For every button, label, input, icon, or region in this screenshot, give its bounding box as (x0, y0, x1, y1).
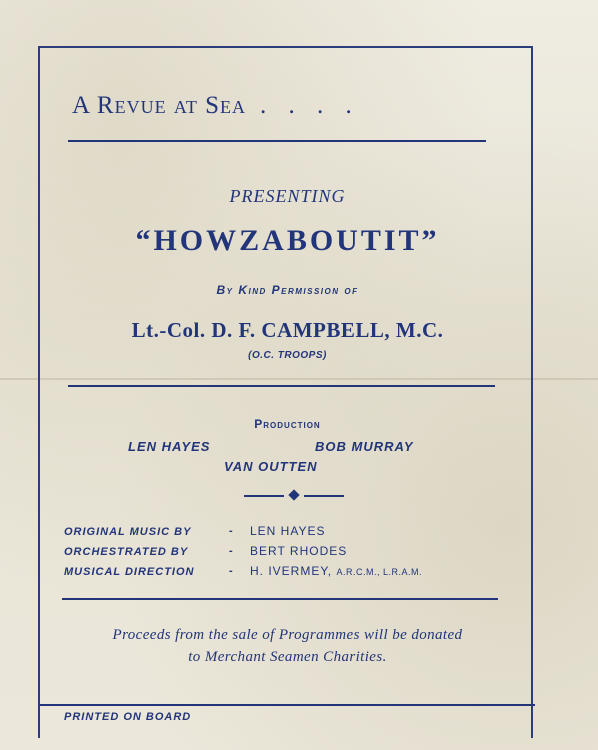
credit-role: ORIGINAL MUSIC BY (64, 526, 192, 538)
footer-rule (40, 704, 535, 706)
proceeds-note (40, 624, 535, 668)
printed-on-board: PRINTED ON BOARD (64, 711, 192, 723)
credit-role: MUSICAL DIRECTION (64, 566, 195, 578)
heading-dots: . . . . (260, 92, 360, 119)
production-credit: BOB MURRAY (315, 439, 414, 454)
patron-name: Lt.-Col. D. F. CAMPBELL, M.C. (131, 318, 444, 342)
credit-dash: - (229, 545, 233, 557)
heading-text: A Revue at Sea (72, 92, 246, 119)
proceeds-line: Proceeds from the sale of Programmes will be donated (112, 627, 463, 643)
credit-name-text: BERT RHODES (250, 544, 348, 558)
revue-heading (72, 92, 492, 120)
credit-name-text: H. IVERMEY, (250, 564, 333, 578)
credit-dash: - (229, 565, 233, 577)
credit-dash: - (229, 525, 233, 537)
production-credit: VAN OUTTEN (224, 459, 318, 474)
credit-name (250, 524, 325, 538)
bottom-divider (62, 598, 498, 600)
proceeds-line: to Merchant Seamen Charities. (188, 649, 387, 665)
patron-rank: (O.C. TROOPS) (248, 350, 327, 361)
ornament-divider (244, 489, 348, 503)
diamond-ornament-icon (288, 489, 299, 500)
credit-name (250, 544, 347, 558)
permission-line: By Kind Permission of (216, 283, 359, 297)
presenting-label: PRESENTING (229, 186, 346, 206)
credit-name (250, 564, 422, 578)
production-credit: LEN HAYES (128, 439, 211, 454)
section-divider (68, 385, 495, 387)
heading-rule (68, 140, 486, 142)
credit-qualifications: A.R.C.M., L.R.A.M. (336, 567, 422, 577)
show-title: “HOWZABOUTIT” (135, 224, 440, 257)
credit-name-text: LEN HAYES (250, 524, 326, 538)
credit-role: ORCHESTRATED BY (64, 546, 189, 558)
production-heading: Production (254, 417, 321, 431)
